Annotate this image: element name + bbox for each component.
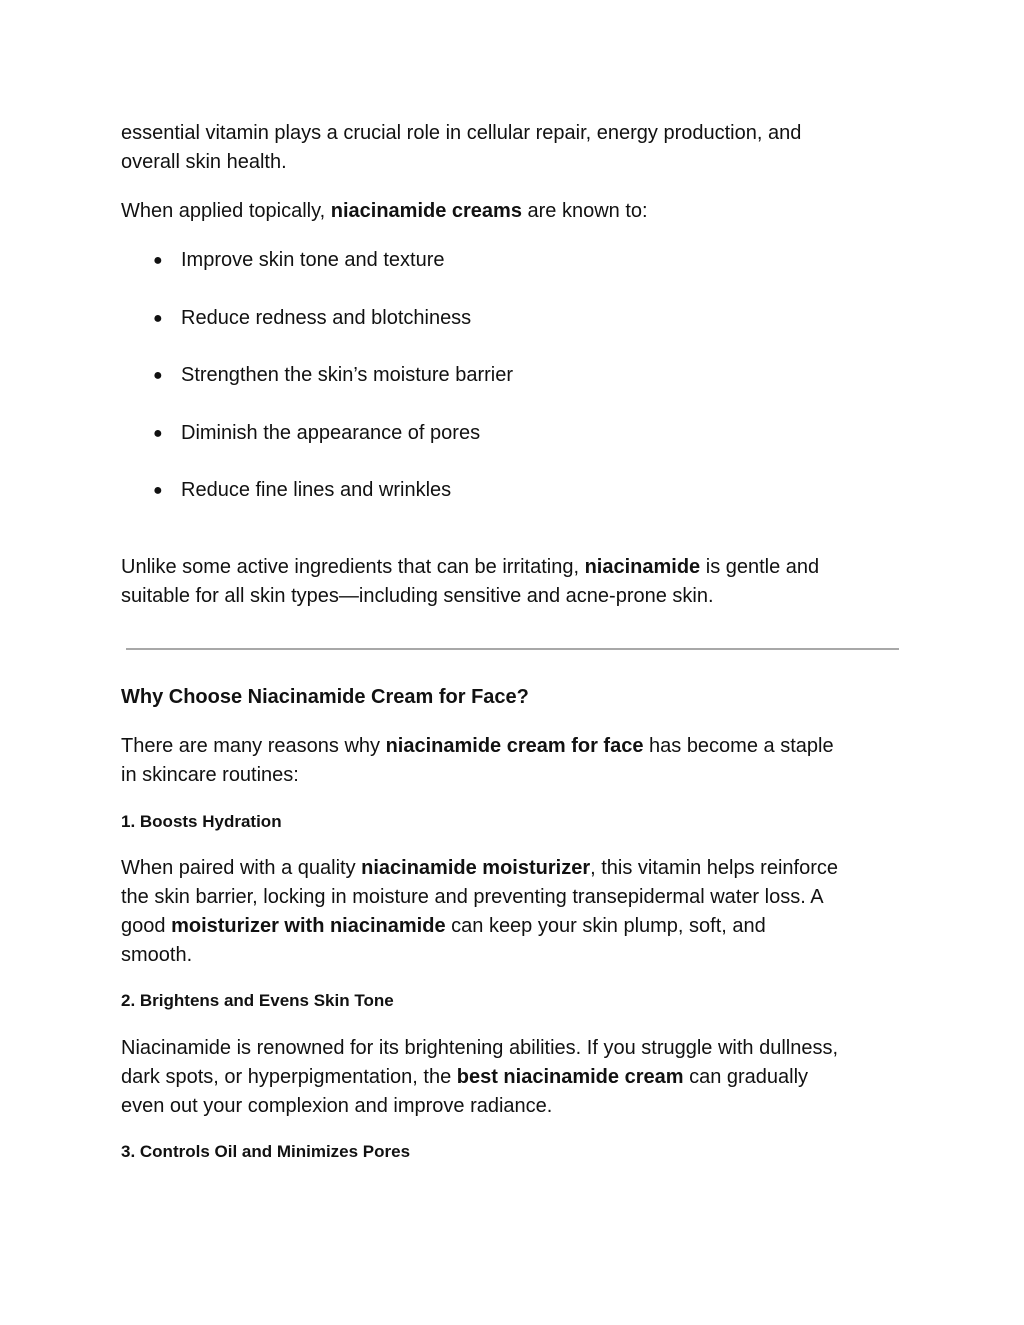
unlike-line-1 bbox=[121, 553, 911, 582]
hydration-paragraph bbox=[121, 854, 911, 970]
brightens-line-3: even out your complexion and improve radiance. bbox=[121, 1095, 553, 1117]
hydration-text-pre-2: good bbox=[121, 915, 172, 937]
brightens-text-post: can gradually bbox=[683, 1066, 809, 1088]
applied-paragraph bbox=[121, 197, 911, 226]
reasons-text-pre: There are many reasons why bbox=[121, 735, 386, 757]
subheading-boosts-hydration: 1. Boosts Hydration bbox=[121, 812, 282, 831]
list-item-text: Improve skin tone and texture bbox=[181, 249, 445, 271]
bullet-icon: ● bbox=[153, 367, 163, 384]
list-item-text: Strengthen the skin’s moisture barrier bbox=[181, 364, 514, 386]
section-heading: Why Choose Niacinamide Cream for Face? bbox=[121, 686, 529, 708]
horizontal-divider bbox=[126, 648, 899, 650]
bullet-icon: ● bbox=[153, 424, 163, 442]
intro-paragraph bbox=[121, 119, 911, 177]
hydration-text-pre: When paired with a quality bbox=[121, 857, 362, 879]
reasons-text-post: has become a staple bbox=[643, 735, 834, 757]
hydration-text-post: , this vitamin helps reinforce bbox=[590, 857, 838, 879]
applied-text-bold: niacinamide creams bbox=[330, 200, 522, 222]
intro-line-1: essential vitamin plays a crucial role in cellular repair, energy production, and bbox=[121, 122, 802, 144]
intro-line-2: overall skin health. bbox=[121, 151, 287, 173]
hydration-line-4: smooth. bbox=[121, 944, 193, 966]
brightens-paragraph bbox=[121, 1034, 911, 1121]
hydration-line-1 bbox=[121, 854, 911, 883]
unlike-paragraph bbox=[121, 553, 911, 611]
subheading-controls-oil: 3. Controls Oil and Minimizes Pores bbox=[121, 1142, 411, 1161]
reasons-line-2: in skincare routines: bbox=[121, 764, 299, 786]
reasons-paragraph bbox=[121, 732, 911, 790]
brightens-text-bold: best niacinamide cream bbox=[456, 1066, 684, 1088]
subheading-brightens: 2. Brightens and Evens Skin Tone bbox=[121, 991, 394, 1010]
hydration-line-3 bbox=[121, 912, 911, 941]
unlike-text-bold: niacinamide bbox=[584, 556, 701, 578]
bullet-icon: ● bbox=[153, 309, 163, 327]
list-item-text: Diminish the appearance of pores bbox=[181, 421, 481, 444]
brightens-text-pre: dark spots, or hyperpigmentation, the bbox=[121, 1066, 457, 1088]
bullet-icon: ● bbox=[153, 482, 163, 499]
reasons-text-bold: niacinamide cream for face bbox=[385, 735, 644, 757]
bullet-icon: ● bbox=[153, 252, 163, 269]
reasons-line-1 bbox=[121, 732, 911, 761]
hydration-line-2: the skin barrier, locking in moisture and preventing transepidermal water loss. A bbox=[121, 886, 824, 908]
applied-text-pre: When applied topically, bbox=[121, 200, 331, 222]
applied-text-post: are known to: bbox=[521, 200, 648, 222]
list-item-text: Reduce fine lines and wrinkles bbox=[181, 479, 452, 501]
hydration-text-post-2: can keep your skin plump, soft, and bbox=[445, 915, 766, 937]
brightens-line-2 bbox=[121, 1063, 911, 1092]
list-item-text: Reduce redness and blotchiness bbox=[181, 306, 472, 329]
unlike-text-pre: Unlike some active ingredients that can be irritating, bbox=[121, 556, 585, 578]
hydration-text-bold: niacinamide moisturizer bbox=[361, 857, 591, 879]
brightens-line-1: Niacinamide is renowned for its brightening abilities. If you struggle with dullness, bbox=[121, 1037, 839, 1059]
unlike-line-2: suitable for all skin types—including sensitive and acne-prone skin. bbox=[121, 585, 714, 607]
hydration-text-bold-2: moisturizer with niacinamide bbox=[171, 915, 446, 937]
unlike-text-post: is gentle and bbox=[700, 556, 820, 578]
